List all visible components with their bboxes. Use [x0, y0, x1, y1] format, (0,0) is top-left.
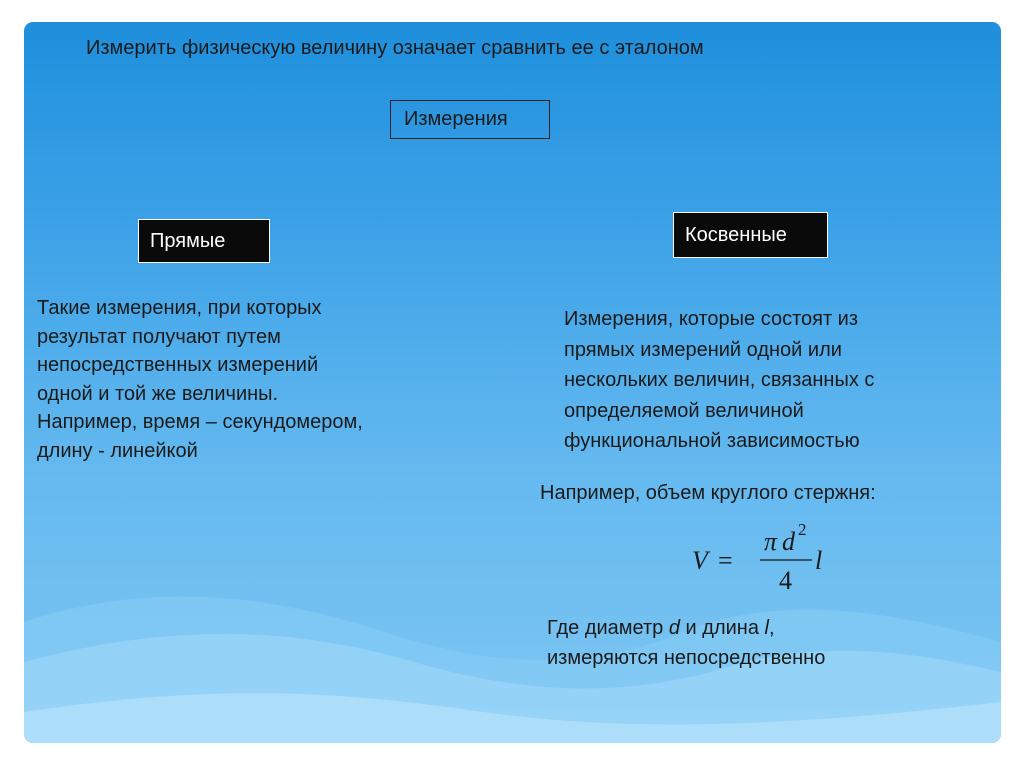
indirect-description-line: функциональной зависимостью: [564, 430, 860, 452]
indirect-description-line: прямых измерений одной или: [564, 338, 842, 361]
direct-description-line: Например, время – секундомером,: [37, 411, 363, 433]
direct-description-line: результат получают путем: [37, 325, 281, 348]
formula-note: [547, 613, 825, 673]
indirect-measurements-box: Косвенные: [673, 212, 828, 258]
indirect-description: [564, 304, 874, 457]
formula-note-line-2: измеряются непосредственно: [547, 647, 826, 669]
direct-description-line: непосредственных измерений: [37, 354, 319, 376]
formula-exponent: 2: [798, 522, 807, 539]
formula-factor: l: [815, 546, 823, 575]
formula-pi: π: [764, 527, 778, 556]
direct-description-line: Такие измерения, при которых: [37, 297, 322, 319]
measurements-box: Измерения: [390, 100, 550, 139]
formula-denominator: 4: [779, 566, 792, 595]
direct-description-line: одной и той же величины.: [37, 382, 279, 405]
volume-formula: [688, 522, 828, 602]
formula-d: d: [782, 527, 795, 556]
indirect-description-line: нескольких величин, связанных с: [564, 369, 875, 391]
indirect-description-line: определяемой величиной: [564, 399, 804, 422]
formula-lhs: V: [692, 546, 708, 575]
example-text: Например, объем круглого стержня:: [540, 482, 876, 504]
indirect-description-line: Измерения, которые состоят из: [564, 308, 859, 330]
direct-measurements-box: Прямые: [138, 219, 270, 263]
formula-note-line-1: Где диаметр d и длина l,: [547, 617, 775, 639]
slide-title: Измерить физическую величину означает сравнить ее с эталоном: [86, 37, 704, 59]
direct-description: [37, 294, 363, 465]
formula-equals: =: [718, 546, 733, 575]
direct-description-line: длину - линейкой: [37, 439, 198, 462]
slide: [24, 22, 1001, 743]
